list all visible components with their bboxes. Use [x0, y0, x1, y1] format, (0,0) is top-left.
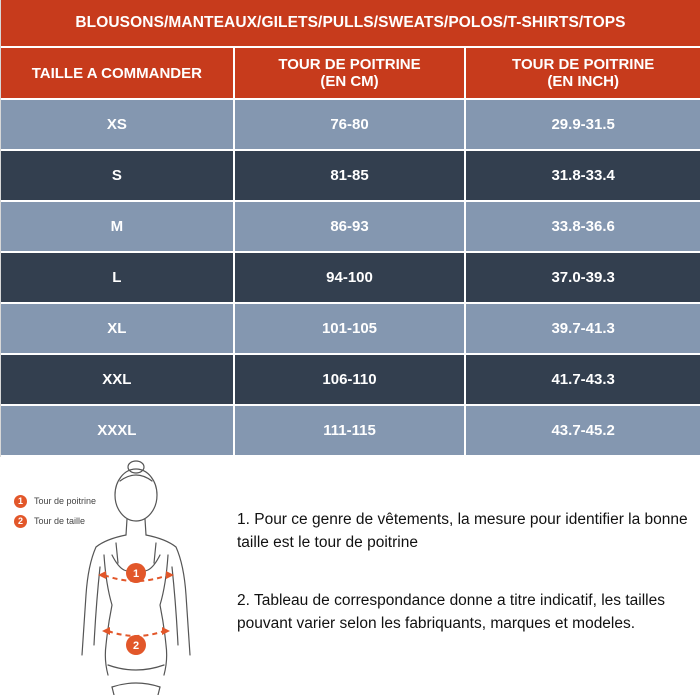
table-row [1, 406, 700, 457]
note-indicative: 2. Tableau de correspondance donne a titre indicatif, les tailles pouvant varier selon les fabriquants, marques et modeles. [237, 592, 665, 632]
table-header-row [1, 48, 700, 100]
table-row [1, 202, 700, 253]
cm-cell: 76-80 [235, 100, 467, 149]
table-row [1, 151, 700, 202]
size-cell: L [1, 253, 235, 302]
number-badge: 2 [14, 515, 27, 528]
number-badge: 1 [14, 495, 27, 508]
size-cell: M [1, 202, 235, 251]
female-body-outline [8, 455, 223, 695]
size-cell: XXXL [1, 406, 235, 455]
marker-chest-number: 1 [132, 568, 140, 580]
table-row [1, 253, 700, 304]
size-cell: S [1, 151, 235, 200]
cm-cell: 94-100 [235, 253, 467, 302]
cm-cell: 86-93 [235, 202, 467, 251]
legend-label: Tour de poitrine [34, 496, 97, 506]
header-chest-inch: TOUR DE POITRINE (EN INCH) [466, 48, 700, 98]
cm-cell: 106-110 [235, 355, 467, 404]
size-cell: XXL [1, 355, 235, 404]
inch-cell: 29.9-31.5 [466, 100, 700, 149]
table-row [1, 304, 700, 355]
inch-cell: 33.8-36.6 [466, 202, 700, 251]
table-row [1, 100, 700, 151]
header-chest-cm: TOUR DE POITRINE (EN CM) [235, 48, 467, 98]
cm-cell: 101-105 [235, 304, 467, 353]
header-size: TAILLE A COMMANDER [1, 48, 235, 98]
table-title: BLOUSONS/MANTEAUX/GILETS/PULLS/SWEATS/POLOS/T-SHIRTS/TOPS [1, 0, 700, 48]
cm-cell: 111-115 [235, 406, 467, 455]
marker-waist-number: 2 [132, 640, 140, 652]
legend-label: Tour de taille [34, 516, 86, 526]
inch-cell: 39.7-41.3 [466, 304, 700, 353]
inch-cell: 31.8-33.4 [466, 151, 700, 200]
inch-cell: 43.7-45.2 [466, 406, 700, 455]
cm-cell: 81-85 [235, 151, 467, 200]
inch-cell: 41.7-43.3 [466, 355, 700, 404]
inch-cell: 37.0-39.3 [466, 253, 700, 302]
body-measurement-figure [8, 455, 223, 695]
table-row [1, 355, 700, 406]
size-cell: XS [1, 100, 235, 149]
note-chest-measure: 1. Pour ce genre de vêtements, la mesure pour identifier la bonne taille est le tour de poitrine [237, 511, 688, 551]
size-cell: XL [1, 304, 235, 353]
size-notes [237, 508, 697, 635]
